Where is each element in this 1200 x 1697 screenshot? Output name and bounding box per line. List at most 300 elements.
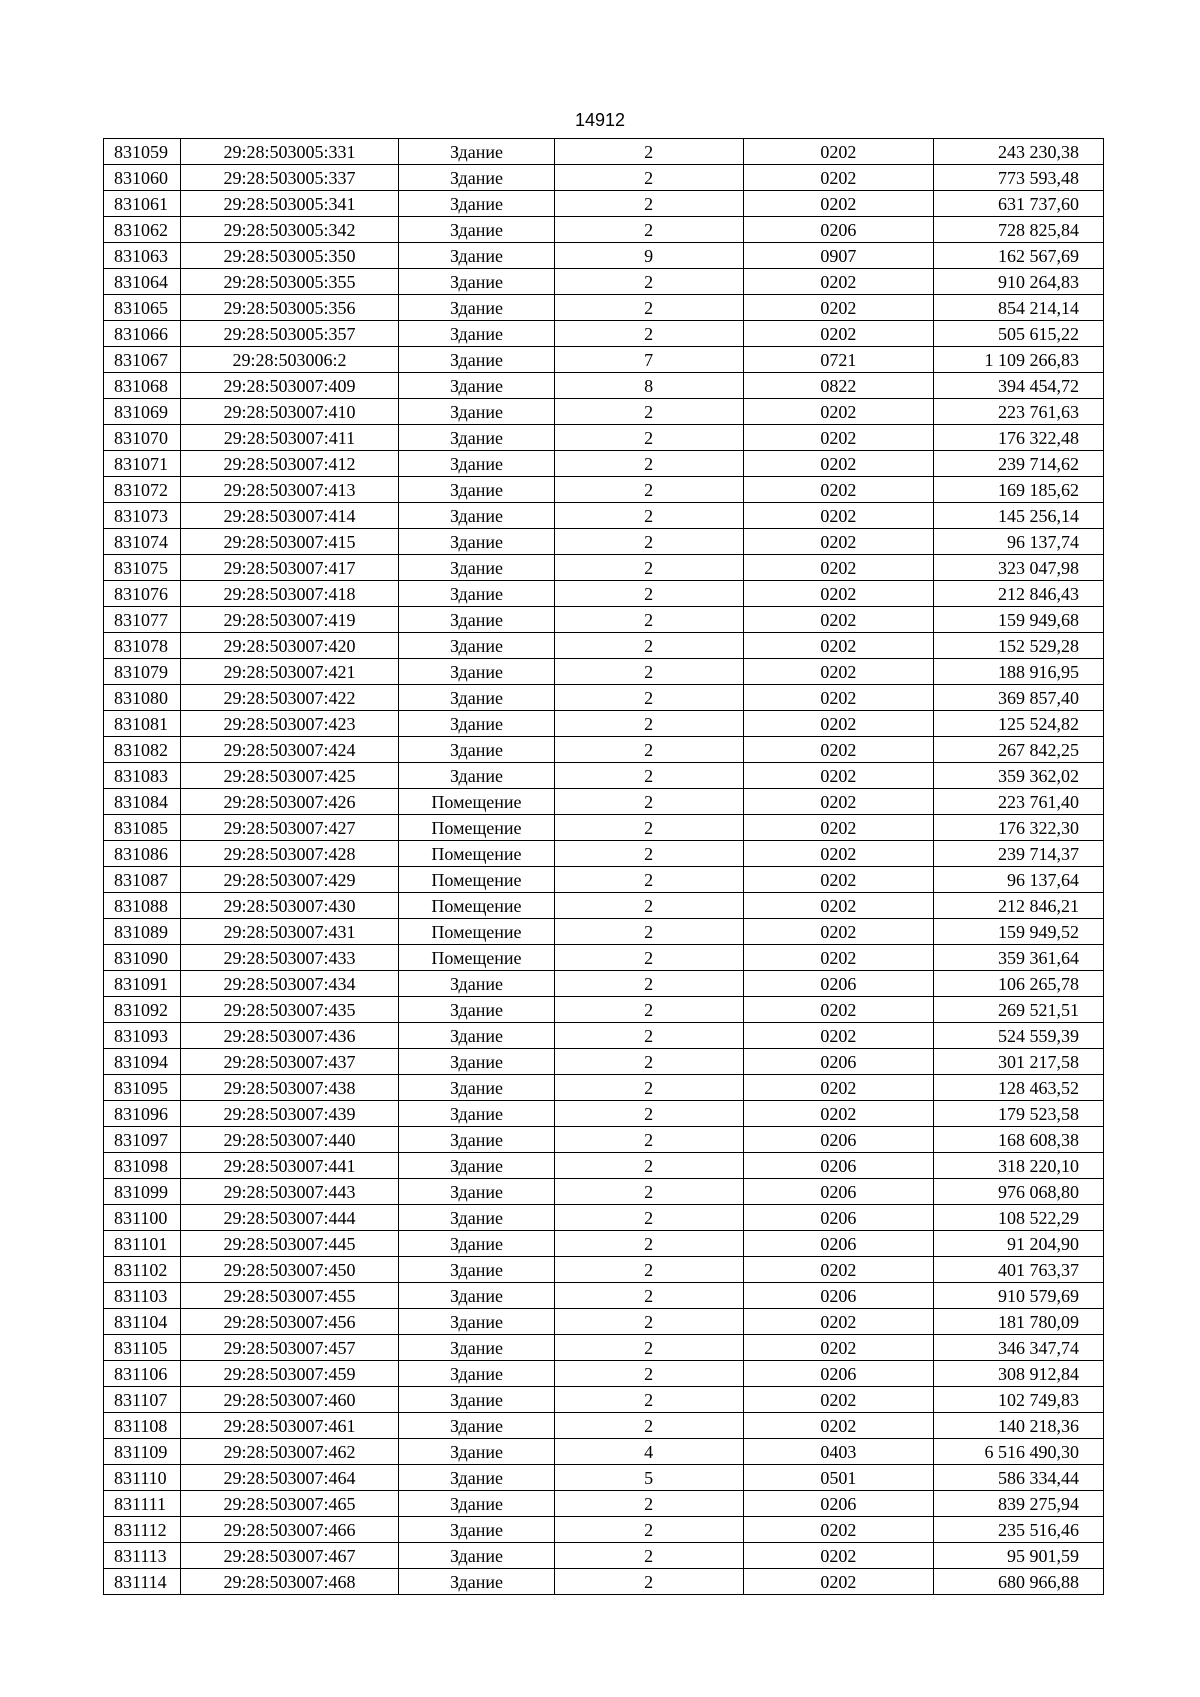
code-cell: 0202 — [743, 1569, 933, 1595]
code-cell: 0202 — [743, 1101, 933, 1127]
code-cell: 0202 — [743, 139, 933, 165]
code-cell: 0206 — [743, 1049, 933, 1075]
cadastral-value-cell: 159 949,68 — [933, 607, 1103, 633]
cadastral-value-cell: 140 218,36 — [933, 1413, 1103, 1439]
row-number-cell: 831097 — [104, 1127, 181, 1153]
table-row — [104, 451, 1104, 477]
row-number-cell: 831081 — [104, 711, 181, 737]
object-type-cell: Здание — [399, 711, 554, 737]
code-cell: 0202 — [743, 1335, 933, 1361]
row-number-cell: 831068 — [104, 373, 181, 399]
cadastral-value-cell: 95 901,59 — [933, 1543, 1103, 1569]
code-cell: 0202 — [743, 1543, 933, 1569]
row-number-cell: 831070 — [104, 425, 181, 451]
table-row — [104, 1543, 1104, 1569]
row-number-cell: 831112 — [104, 1517, 181, 1543]
row-number-cell: 831083 — [104, 763, 181, 789]
cadastral-number-cell: 29:28:503007:421 — [180, 659, 399, 685]
object-type-cell: Здание — [399, 1543, 554, 1569]
cadastral-number-cell: 29:28:503007:437 — [180, 1049, 399, 1075]
object-type-cell: Здание — [399, 1361, 554, 1387]
table-row — [104, 1335, 1104, 1361]
row-number-cell: 831087 — [104, 867, 181, 893]
table-row — [104, 633, 1104, 659]
cadastral-value-cell: 162 567,69 — [933, 243, 1103, 269]
code-cell: 0202 — [743, 321, 933, 347]
group-cell: 2 — [554, 1309, 743, 1335]
table-row — [104, 243, 1104, 269]
code-cell: 0206 — [743, 1205, 933, 1231]
cadastral-value-cell: 239 714,62 — [933, 451, 1103, 477]
cadastral-value-cell: 125 524,82 — [933, 711, 1103, 737]
cadastral-number-cell: 29:28:503005:342 — [180, 217, 399, 243]
object-type-cell: Здание — [399, 1205, 554, 1231]
group-cell: 2 — [554, 841, 743, 867]
group-cell: 2 — [554, 1049, 743, 1075]
code-cell: 0202 — [743, 165, 933, 191]
cadastral-value-cell: 223 761,40 — [933, 789, 1103, 815]
cadastral-value-cell: 910 579,69 — [933, 1283, 1103, 1309]
group-cell: 9 — [554, 243, 743, 269]
row-number-cell: 831089 — [104, 919, 181, 945]
cadastral-value-cell: 159 949,52 — [933, 919, 1103, 945]
object-type-cell: Здание — [399, 165, 554, 191]
group-cell: 2 — [554, 1205, 743, 1231]
table-row — [104, 737, 1104, 763]
cadastral-number-cell: 29:28:503005:331 — [180, 139, 399, 165]
code-cell: 0202 — [743, 425, 933, 451]
group-cell: 2 — [554, 1257, 743, 1283]
cadastral-value-cell: 181 780,09 — [933, 1309, 1103, 1335]
cadastral-number-cell: 29:28:503007:444 — [180, 1205, 399, 1231]
object-type-cell: Здание — [399, 139, 554, 165]
table-row — [104, 191, 1104, 217]
group-cell: 2 — [554, 1413, 743, 1439]
cadastral-number-cell: 29:28:503007:431 — [180, 919, 399, 945]
cadastral-number-cell: 29:28:503007:422 — [180, 685, 399, 711]
row-number-cell: 831091 — [104, 971, 181, 997]
code-cell: 0721 — [743, 347, 933, 373]
code-cell: 0202 — [743, 1309, 933, 1335]
table-row — [104, 607, 1104, 633]
cadastral-value-cell: 267 842,25 — [933, 737, 1103, 763]
table-row — [104, 971, 1104, 997]
row-number-cell: 831069 — [104, 399, 181, 425]
group-cell: 2 — [554, 1179, 743, 1205]
cadastral-value-cell: 910 264,83 — [933, 269, 1103, 295]
row-number-cell: 831101 — [104, 1231, 181, 1257]
cadastral-value-cell: 6 516 490,30 — [933, 1439, 1103, 1465]
object-type-cell: Здание — [399, 321, 554, 347]
cadastral-number-cell: 29:28:503007:460 — [180, 1387, 399, 1413]
row-number-cell: 831062 — [104, 217, 181, 243]
cadastral-number-cell: 29:28:503007:436 — [180, 1023, 399, 1049]
code-cell: 0206 — [743, 971, 933, 997]
object-type-cell: Здание — [399, 269, 554, 295]
group-cell: 4 — [554, 1439, 743, 1465]
code-cell: 0907 — [743, 243, 933, 269]
table-row — [104, 711, 1104, 737]
object-type-cell: Помещение — [399, 867, 554, 893]
cadastral-value-cell: 308 912,84 — [933, 1361, 1103, 1387]
object-type-cell: Здание — [399, 1257, 554, 1283]
object-type-cell: Здание — [399, 633, 554, 659]
group-cell: 2 — [554, 503, 743, 529]
table-row — [104, 503, 1104, 529]
object-type-cell: Здание — [399, 1439, 554, 1465]
row-number-cell: 831111 — [104, 1491, 181, 1517]
row-number-cell: 831106 — [104, 1361, 181, 1387]
row-number-cell: 831113 — [104, 1543, 181, 1569]
table-row — [104, 399, 1104, 425]
table-row — [104, 1569, 1104, 1595]
table-row — [104, 1205, 1104, 1231]
group-cell: 2 — [554, 633, 743, 659]
code-cell: 0202 — [743, 581, 933, 607]
row-number-cell: 831064 — [104, 269, 181, 295]
cadastral-number-cell: 29:28:503007:414 — [180, 503, 399, 529]
group-cell: 2 — [554, 165, 743, 191]
group-cell: 2 — [554, 1569, 743, 1595]
cadastral-value-cell: 318 220,10 — [933, 1153, 1103, 1179]
object-type-cell: Помещение — [399, 945, 554, 971]
code-cell: 0206 — [743, 1179, 933, 1205]
row-number-cell: 831107 — [104, 1387, 181, 1413]
object-type-cell: Помещение — [399, 893, 554, 919]
code-cell: 0202 — [743, 763, 933, 789]
cadastral-number-cell: 29:28:503007:429 — [180, 867, 399, 893]
table-row — [104, 217, 1104, 243]
object-type-cell: Здание — [399, 1153, 554, 1179]
table-row — [104, 1023, 1104, 1049]
code-cell: 0403 — [743, 1439, 933, 1465]
row-number-cell: 831067 — [104, 347, 181, 373]
table-row — [104, 1387, 1104, 1413]
table-row — [104, 295, 1104, 321]
code-cell: 0202 — [743, 997, 933, 1023]
object-type-cell: Здание — [399, 1309, 554, 1335]
table-row — [104, 867, 1104, 893]
code-cell: 0202 — [743, 1517, 933, 1543]
cadastral-number-cell: 29:28:503007:456 — [180, 1309, 399, 1335]
row-number-cell: 831063 — [104, 243, 181, 269]
table-row — [104, 685, 1104, 711]
object-type-cell: Здание — [399, 295, 554, 321]
cadastral-value-cell: 346 347,74 — [933, 1335, 1103, 1361]
row-number-cell: 831114 — [104, 1569, 181, 1595]
object-type-cell: Здание — [399, 191, 554, 217]
group-cell: 2 — [554, 1387, 743, 1413]
table-row — [104, 1465, 1104, 1491]
cadastral-value-cell: 854 214,14 — [933, 295, 1103, 321]
cadastral-value-cell: 976 068,80 — [933, 1179, 1103, 1205]
code-cell: 0202 — [743, 815, 933, 841]
object-type-cell: Здание — [399, 373, 554, 399]
table-row — [104, 919, 1104, 945]
object-type-cell: Здание — [399, 1465, 554, 1491]
row-number-cell: 831085 — [104, 815, 181, 841]
cadastral-value-cell: 728 825,84 — [933, 217, 1103, 243]
code-cell: 0202 — [743, 633, 933, 659]
code-cell: 0206 — [743, 1491, 933, 1517]
cadastral-number-cell: 29:28:503005:356 — [180, 295, 399, 321]
group-cell: 2 — [554, 997, 743, 1023]
code-cell: 0206 — [743, 217, 933, 243]
group-cell: 2 — [554, 893, 743, 919]
cadastral-value-cell: 108 522,29 — [933, 1205, 1103, 1231]
page-number: 14912 — [574, 110, 626, 130]
cadastral-number-cell: 29:28:503007:433 — [180, 945, 399, 971]
cadastral-number-cell: 29:28:503007:443 — [180, 1179, 399, 1205]
cadastral-value-cell: 212 846,21 — [933, 893, 1103, 919]
row-number-cell: 831066 — [104, 321, 181, 347]
object-type-cell: Здание — [399, 1413, 554, 1439]
cadastral-value-cell: 188 916,95 — [933, 659, 1103, 685]
table-row — [104, 945, 1104, 971]
table-row — [104, 1491, 1104, 1517]
table-row — [104, 1231, 1104, 1257]
group-cell: 2 — [554, 321, 743, 347]
cadastral-value-cell: 524 559,39 — [933, 1023, 1103, 1049]
row-number-cell: 831095 — [104, 1075, 181, 1101]
cadastral-number-cell: 29:28:503007:455 — [180, 1283, 399, 1309]
code-cell: 0202 — [743, 711, 933, 737]
row-number-cell: 831071 — [104, 451, 181, 477]
table-row — [104, 815, 1104, 841]
object-type-cell: Здание — [399, 1179, 554, 1205]
table-row — [104, 789, 1104, 815]
group-cell: 2 — [554, 1283, 743, 1309]
cadastral-number-cell: 29:28:503007:441 — [180, 1153, 399, 1179]
cadastral-number-cell: 29:28:503005:350 — [180, 243, 399, 269]
cadastral-value-cell: 102 749,83 — [933, 1387, 1103, 1413]
registry-table — [103, 138, 1104, 1595]
code-cell: 0202 — [743, 607, 933, 633]
object-type-cell: Помещение — [399, 841, 554, 867]
group-cell: 2 — [554, 1335, 743, 1361]
row-number-cell: 831082 — [104, 737, 181, 763]
table-row — [104, 1101, 1104, 1127]
object-type-cell: Здание — [399, 997, 554, 1023]
row-number-cell: 831092 — [104, 997, 181, 1023]
object-type-cell: Здание — [399, 1283, 554, 1309]
cadastral-number-cell: 29:28:503007:464 — [180, 1465, 399, 1491]
table-row — [104, 1413, 1104, 1439]
cadastral-value-cell: 239 714,37 — [933, 841, 1103, 867]
group-cell: 2 — [554, 607, 743, 633]
cadastral-value-cell: 152 529,28 — [933, 633, 1103, 659]
row-number-cell: 831100 — [104, 1205, 181, 1231]
table-row — [104, 1075, 1104, 1101]
group-cell: 2 — [554, 425, 743, 451]
row-number-cell: 831075 — [104, 555, 181, 581]
cadastral-number-cell: 29:28:503007:439 — [180, 1101, 399, 1127]
table-row — [104, 1049, 1104, 1075]
row-number-cell: 831074 — [104, 529, 181, 555]
table-row — [104, 373, 1104, 399]
table-row — [104, 893, 1104, 919]
cadastral-number-cell: 29:28:503007:435 — [180, 997, 399, 1023]
group-cell: 2 — [554, 1075, 743, 1101]
code-cell: 0202 — [743, 1413, 933, 1439]
group-cell: 5 — [554, 1465, 743, 1491]
cadastral-value-cell: 179 523,58 — [933, 1101, 1103, 1127]
cadastral-number-cell: 29:28:503007:445 — [180, 1231, 399, 1257]
cadastral-number-cell: 29:28:503007:427 — [180, 815, 399, 841]
group-cell: 8 — [554, 373, 743, 399]
row-number-cell: 831098 — [104, 1153, 181, 1179]
group-cell: 2 — [554, 399, 743, 425]
group-cell: 2 — [554, 581, 743, 607]
cadastral-number-cell: 29:28:503005:337 — [180, 165, 399, 191]
group-cell: 2 — [554, 737, 743, 763]
cadastral-value-cell: 223 761,63 — [933, 399, 1103, 425]
cadastral-value-cell: 96 137,74 — [933, 529, 1103, 555]
group-cell: 2 — [554, 191, 743, 217]
cadastral-number-cell: 29:28:503007:438 — [180, 1075, 399, 1101]
code-cell: 0202 — [743, 867, 933, 893]
cadastral-value-cell: 106 265,78 — [933, 971, 1103, 997]
cadastral-value-cell: 323 047,98 — [933, 555, 1103, 581]
cadastral-value-cell: 128 463,52 — [933, 1075, 1103, 1101]
code-cell: 0202 — [743, 1075, 933, 1101]
group-cell: 7 — [554, 347, 743, 373]
table-row — [104, 347, 1104, 373]
table-row — [104, 1517, 1104, 1543]
object-type-cell: Здание — [399, 555, 554, 581]
cadastral-value-cell: 176 322,48 — [933, 425, 1103, 451]
cadastral-number-cell: 29:28:503007:415 — [180, 529, 399, 555]
object-type-cell: Помещение — [399, 815, 554, 841]
code-cell: 0202 — [743, 685, 933, 711]
table-row — [104, 139, 1104, 165]
code-cell: 0202 — [743, 1257, 933, 1283]
row-number-cell: 831059 — [104, 139, 181, 165]
group-cell: 2 — [554, 1153, 743, 1179]
group-cell: 2 — [554, 295, 743, 321]
table-row — [104, 997, 1104, 1023]
object-type-cell: Здание — [399, 1023, 554, 1049]
cadastral-value-cell: 168 608,38 — [933, 1127, 1103, 1153]
row-number-cell: 831103 — [104, 1283, 181, 1309]
cadastral-value-cell: 394 454,72 — [933, 373, 1103, 399]
cadastral-number-cell: 29:28:503007:450 — [180, 1257, 399, 1283]
table-row — [104, 425, 1104, 451]
cadastral-number-cell: 29:28:503007:417 — [180, 555, 399, 581]
object-type-cell: Здание — [399, 581, 554, 607]
table-row — [104, 1361, 1104, 1387]
code-cell: 0202 — [743, 191, 933, 217]
group-cell: 2 — [554, 945, 743, 971]
registry-table-body — [104, 139, 1104, 1595]
object-type-cell: Здание — [399, 1075, 554, 1101]
object-type-cell: Здание — [399, 1101, 554, 1127]
cadastral-value-cell: 96 137,64 — [933, 867, 1103, 893]
object-type-cell: Здание — [399, 1387, 554, 1413]
row-number-cell: 831076 — [104, 581, 181, 607]
group-cell: 2 — [554, 477, 743, 503]
group-cell: 2 — [554, 867, 743, 893]
cadastral-value-cell: 505 615,22 — [933, 321, 1103, 347]
cadastral-value-cell: 235 516,46 — [933, 1517, 1103, 1543]
row-number-cell: 831079 — [104, 659, 181, 685]
cadastral-value-cell: 243 230,38 — [933, 139, 1103, 165]
group-cell: 2 — [554, 555, 743, 581]
code-cell: 0202 — [743, 919, 933, 945]
row-number-cell: 831072 — [104, 477, 181, 503]
code-cell: 0202 — [743, 789, 933, 815]
object-type-cell: Здание — [399, 607, 554, 633]
row-number-cell: 831086 — [104, 841, 181, 867]
cadastral-number-cell: 29:28:503007:423 — [180, 711, 399, 737]
group-cell: 2 — [554, 217, 743, 243]
code-cell: 0202 — [743, 529, 933, 555]
group-cell: 2 — [554, 971, 743, 997]
cadastral-number-cell: 29:28:503007:420 — [180, 633, 399, 659]
cadastral-value-cell: 359 361,64 — [933, 945, 1103, 971]
object-type-cell: Здание — [399, 1517, 554, 1543]
group-cell: 2 — [554, 1543, 743, 1569]
cadastral-value-cell: 176 322,30 — [933, 815, 1103, 841]
cadastral-value-cell: 169 185,62 — [933, 477, 1103, 503]
table-row — [104, 321, 1104, 347]
code-cell: 0202 — [743, 477, 933, 503]
object-type-cell: Здание — [399, 1231, 554, 1257]
code-cell: 0202 — [743, 295, 933, 321]
row-number-cell: 831110 — [104, 1465, 181, 1491]
row-number-cell: 831073 — [104, 503, 181, 529]
table-row — [104, 477, 1104, 503]
cadastral-number-cell: 29:28:503005:355 — [180, 269, 399, 295]
row-number-cell: 831102 — [104, 1257, 181, 1283]
object-type-cell: Здание — [399, 451, 554, 477]
group-cell: 2 — [554, 1101, 743, 1127]
cadastral-value-cell: 359 362,02 — [933, 763, 1103, 789]
code-cell: 0206 — [743, 1361, 933, 1387]
code-cell: 0202 — [743, 737, 933, 763]
cadastral-number-cell: 29:28:503007:459 — [180, 1361, 399, 1387]
code-cell: 0501 — [743, 1465, 933, 1491]
object-type-cell: Здание — [399, 971, 554, 997]
group-cell: 2 — [554, 815, 743, 841]
cadastral-value-cell: 145 256,14 — [933, 503, 1103, 529]
cadastral-value-cell: 91 204,90 — [933, 1231, 1103, 1257]
object-type-cell: Здание — [399, 685, 554, 711]
group-cell: 2 — [554, 1491, 743, 1517]
code-cell: 0202 — [743, 945, 933, 971]
group-cell: 2 — [554, 451, 743, 477]
code-cell: 0202 — [743, 399, 933, 425]
object-type-cell: Здание — [399, 243, 554, 269]
row-number-cell: 831105 — [104, 1335, 181, 1361]
object-type-cell: Здание — [399, 737, 554, 763]
code-cell: 0202 — [743, 893, 933, 919]
cadastral-number-cell: 29:28:503007:467 — [180, 1543, 399, 1569]
group-cell: 2 — [554, 1517, 743, 1543]
cadastral-value-cell: 1 109 266,83 — [933, 347, 1103, 373]
table-row — [104, 1153, 1104, 1179]
row-number-cell: 831108 — [104, 1413, 181, 1439]
code-cell: 0202 — [743, 1023, 933, 1049]
row-number-cell: 831099 — [104, 1179, 181, 1205]
cadastral-number-cell: 29:28:503007:466 — [180, 1517, 399, 1543]
row-number-cell: 831078 — [104, 633, 181, 659]
cadastral-value-cell: 269 521,51 — [933, 997, 1103, 1023]
object-type-cell: Здание — [399, 1335, 554, 1361]
table-row — [104, 1257, 1104, 1283]
group-cell: 2 — [554, 1023, 743, 1049]
cadastral-number-cell: 29:28:503006:2 — [180, 347, 399, 373]
